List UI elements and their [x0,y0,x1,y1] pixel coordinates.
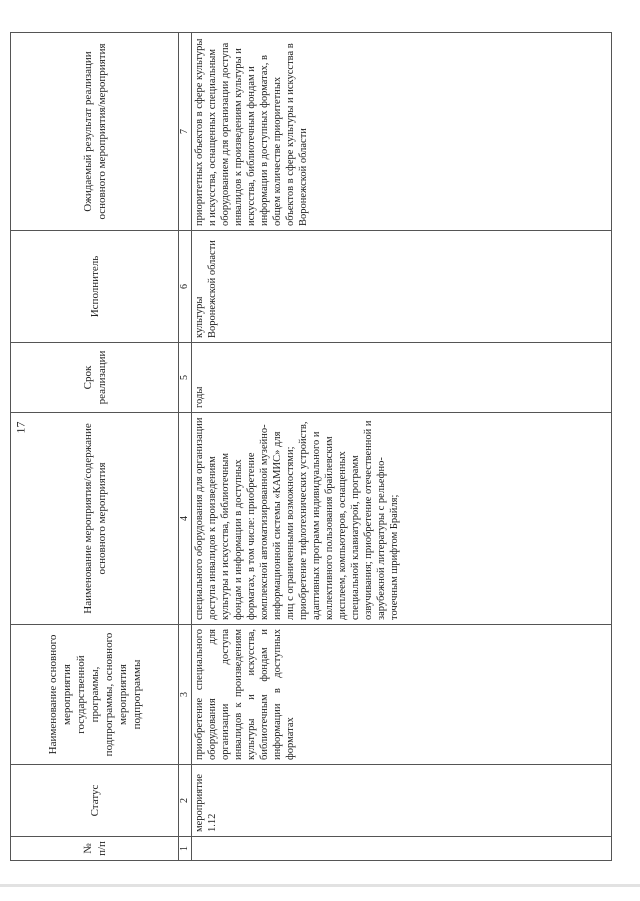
rotated-page [10,33,640,873]
header-period: Срок реализации [11,343,179,413]
column-number: 2 [179,765,192,837]
column-number: 4 [179,413,192,625]
column-number: 6 [179,231,192,343]
cell-executor: культуры Воронежской области [192,231,612,343]
header-expected-result: Ожидаемый результат реализации основного мероприятия/мероприятия [11,33,179,231]
measures-table [10,32,612,861]
table-row [192,33,612,861]
column-number: 1 [179,837,192,861]
column-number: 3 [179,625,192,765]
column-number: 7 [179,33,192,231]
cell-period: годы [192,343,612,413]
cell-num [192,837,612,861]
column-number-row [179,33,192,861]
column-number: 5 [179,343,192,413]
cell-program-name: приобретение специального оборудования для организации доступа инвалидов к произведениям культуры и искусства, библиотечным фондам и информации в доступных форматах [192,625,612,765]
scan-edge [0,884,640,887]
header-row [11,33,179,861]
header-measure-content: Наименование мероприятия/содержание основного мероприятия [11,413,179,625]
header-status: Статус [11,765,179,837]
header-program-name: Наименование основного мероприятия государственной программы, подпрограммы, основного мероприятия подпрограммы [11,625,179,765]
header-executor: Исполнитель [11,231,179,343]
cell-status: мероприятие 1.12 [192,765,612,837]
page-number: 17 [13,421,28,434]
header-num: № п/п [11,837,179,861]
cell-measure-content: специального оборудования для организации доступа инвалидов к произведениям культуры и искусства, библиотечным фондам и информации в доступных форматах, в том числе: приобретение комплексной автоматизированной музейно-информационной системы «КАМИС» для лиц с ограниченными возможностями; приобретение тифлотехнических устройств, адаптивных программ индивидуального и коллективного пользования брайлевским дисплеем, компьютеров, оснащенных специальной клавиатурой, программ озвучивания; приобретение отечественной и зарубежной литературы с рельефно-точечным шрифтом Брайля; [192,413,612,625]
cell-expected-result: приоритетных объектов в сфере культуры и искусства, оснащенных специальным оборудованием для организации доступа инвалидов к произведениям культуры и искусства, библиотечным фондам и информации в доступных форматах, в общем количестве приоритетных объектов в сфере культуры и искусства в Воронежской области [192,33,612,231]
